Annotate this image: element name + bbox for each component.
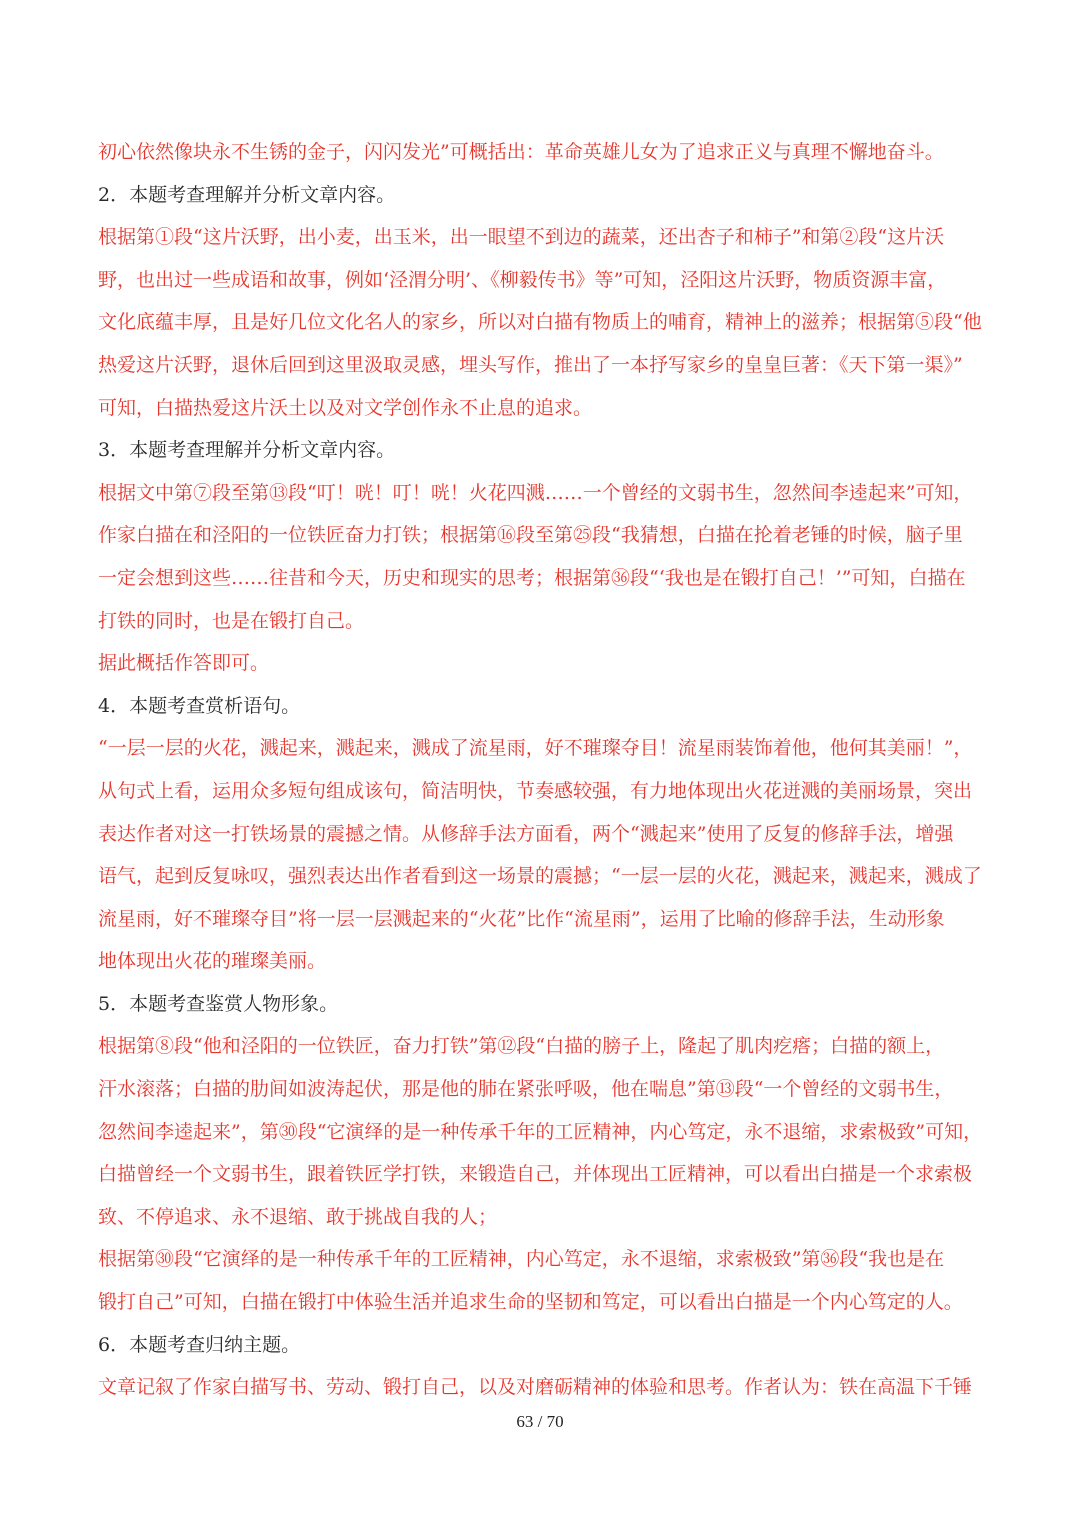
answer-line: 一定会想到这些……往昔和今天，历史和现实的思考；根据第㊱段“‘我也是在锻打自己！’”可知，白描在 xyxy=(98,566,966,589)
answer-line: 野，也出过一些成语和故事，例如‘泾渭分明’、《柳毅传书》等”可知，泾阳这片沃野，物质资源丰富， xyxy=(98,268,947,291)
answer-line: 锻打自己”可知，白描在锻打中体验生活并追求生命的坚韧和笃定，可以看出白描是一个内心笃定的人。 xyxy=(98,1291,963,1314)
question-heading: 2．本题考查理解并分析文章内容。 xyxy=(98,183,396,206)
answer-line: 表达作者对这一打铁场景的震撼之情。从修辞手法方面看，两个“溅起来”使用了反复的修辞手法，增强 xyxy=(98,822,954,845)
question-heading: 3．本题考查理解并分析文章内容。 xyxy=(98,439,396,462)
page-content xyxy=(98,131,986,1409)
answer-line: 根据文中第⑦段至第⑬段“叮！咣！叮！咣！火花四溅……一个曾经的文弱书生，忽然间李逵起来”可知， xyxy=(98,481,973,504)
answer-line: 汗水滚落；白描的肋间如波涛起伏，那是他的肺在紧张呼吸，他在喘息”第⑬段“一个曾经的文弱书生， xyxy=(98,1078,954,1101)
answer-line: 地体现出火花的璀璨美丽。 xyxy=(98,950,327,973)
answer-line: 可知，白描热爱这片沃土以及对文学创作永不止息的追求。 xyxy=(98,396,593,419)
answer-line: 根据第㉚段“它演绎的是一种传承千年的工匠精神，内心笃定，永不退缩，求索极致”第㊱段“我也是在 xyxy=(98,1248,945,1271)
answer-line: 打铁的同时，也是在锻打自己。 xyxy=(98,609,365,632)
answer-line: 根据第①段“这片沃野，出小麦，出玉米，出一眼望不到边的蔬菜，还出杏子和柿子”和第②段“这片沃 xyxy=(98,226,945,249)
question-heading: 6．本题考查归纳主题。 xyxy=(98,1333,301,1356)
answer-line: 致、不停追求、永不退缩、敢于挑战自我的人； xyxy=(98,1205,498,1228)
answer-line: “一层一层的火花，溅起来，溅起来，溅成了流星雨，好不璀璨夺目！流星雨装饰着他，他何其美丽！”， xyxy=(98,737,973,760)
answer-line: 流星雨，好不璀璨夺目”将一层一层溅起来的“火花”比作“流星雨”，运用了比喻的修辞手法，生动形象 xyxy=(98,907,945,930)
answer-line: 据此概括作答即可。 xyxy=(98,652,270,675)
question-heading: 5．本题考查鉴赏人物形象。 xyxy=(98,992,339,1015)
answer-line: 从句式上看，运用众多短句组成该句，简洁明快，节奏感较强，有力地体现出火花迸溅的美丽场景，突出 xyxy=(98,779,973,802)
answer-line: 忽然间李逵起来”，第㉚段“它演绎的是一种传承千年的工匠精神，内心笃定，永不退缩，求索极致”可知， xyxy=(98,1120,983,1143)
question-heading: 4．本题考查赏析语句。 xyxy=(98,694,301,717)
answer-line: 热爱这片沃野，退休后回到这里汲取灵感，埋头写作，推出了一本抒写家乡的皇皇巨著：《天下第一渠》” xyxy=(98,353,963,376)
answer-line: 白描曾经一个文弱书生，跟着铁匠学打铁，来锻造自己，并体现出工匠精神，可以看出白描是一个求索极 xyxy=(98,1163,973,1186)
answer-line: 文化底蕴丰厚，且是好几位文化名人的家乡，所以对白描有物质上的哺育，精神上的滋养；根据第⑤段“他 xyxy=(98,311,982,334)
answer-line: 初心依然像块永不生锈的金子，闪闪发光”可概括出：革命英雄儿女为了追求正义与真理不懈地奋斗。 xyxy=(98,141,944,163)
answer-line: 根据第⑧段“他和泾阳的一位铁匠，奋力打铁”第⑫段“白描的膀子上，隆起了肌肉疙瘩；白描的额上， xyxy=(98,1035,945,1058)
answer-line: 文章记叙了作家白描写书、劳动、锻打自己，以及对磨砺精神的体验和思考。作者认为：铁在高温下千锤 xyxy=(98,1376,973,1399)
page-number: 63 / 70 xyxy=(516,1412,564,1431)
answer-line: 语气，起到反复咏叹，强烈表达出作者看到这一场景的震撼；“一层一层的火花，溅起来，溅起来，溅成了 xyxy=(98,865,982,888)
answer-line: 作家白描在和泾阳的一位铁匠奋力打铁；根据第⑯段至第㉕段“我猜想，白描在抡着老锤的时候，脑子里 xyxy=(98,524,963,547)
